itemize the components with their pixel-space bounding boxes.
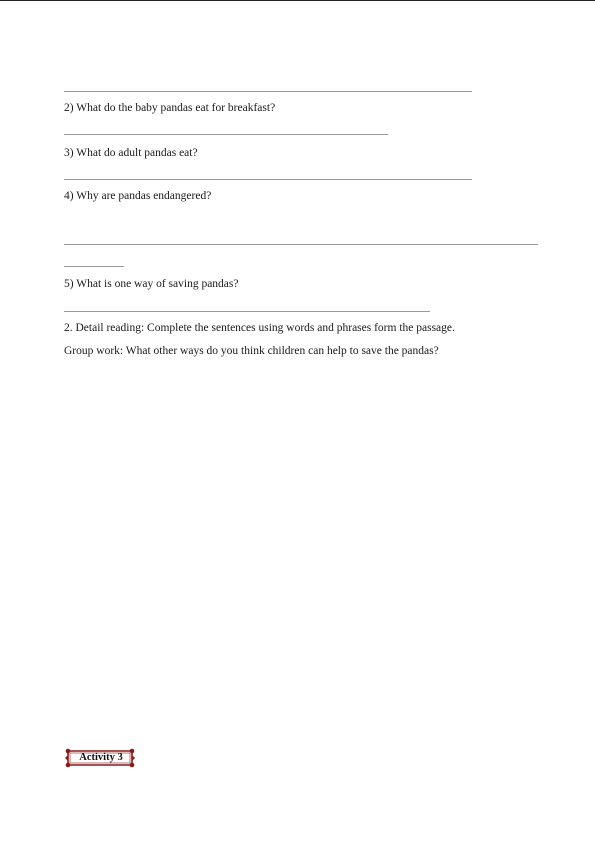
- answer-line-q4a[interactable]: [64, 244, 538, 245]
- answer-line-q2[interactable]: [64, 134, 388, 135]
- question-2: 2) What do the baby pandas eat for breakfast?: [64, 102, 276, 114]
- question-4: 4) Why are pandas endangered?: [64, 190, 212, 202]
- activity-label: Activity 3: [79, 752, 123, 763]
- question-5: 5) What is one way of saving pandas?: [64, 278, 239, 290]
- activity-badge: [64, 748, 136, 768]
- detail-reading-instruction: 2. Detail reading: Complete the sentences using words and phrases form the passage.: [64, 322, 455, 334]
- answer-line-q3[interactable]: [64, 179, 472, 180]
- answer-line-q1[interactable]: [64, 91, 472, 92]
- group-work-instruction: Group work: What other ways do you think children can help to save the pandas?: [64, 345, 439, 357]
- answer-line-q5[interactable]: [64, 311, 430, 312]
- page-top-border: [0, 0, 595, 1]
- answer-line-q4b[interactable]: [64, 266, 124, 267]
- question-3: 3) What do adult pandas eat?: [64, 147, 198, 159]
